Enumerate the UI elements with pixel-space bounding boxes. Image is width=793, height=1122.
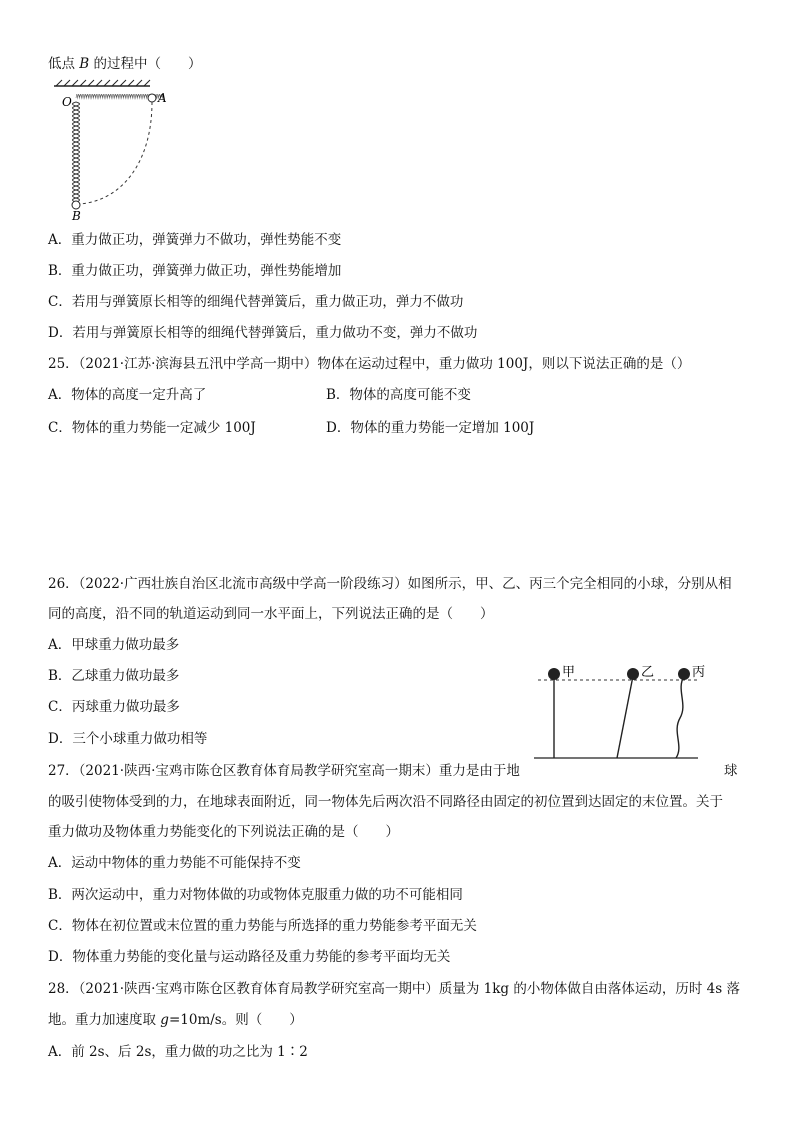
q25-option-a: A．物体的高度一定升高了 (48, 387, 207, 403)
q28-stem-line1: 28．（2021·陕西·宝鸡市陈仓区教育体育局教学研究室高一期中）质量为 1kg 的小物体做自由落体运动，历时 4s 落 (48, 981, 740, 997)
q27-stem-line3: 重力做功及物体重力势能变化的下列说法正确的是（ ） (48, 824, 399, 840)
q24-option-a: A．重力做正功，弹簧弹力不做功，弹性势能不变 (48, 232, 342, 248)
q26-stem-line2: 同的高度，沿不同的轨道运动到同一水平面上，下列说法正确的是（ ） (48, 606, 494, 622)
track-bing (676, 676, 684, 758)
q24-option-d: D．若用与弹簧原长相等的细绳代替弹簧后，重力做功不变，弹力不做功 (48, 325, 478, 341)
label-b: B (72, 209, 81, 223)
q27-option-a: A．运动中物体的重力势能不可能保持不变 (48, 855, 301, 871)
q26-option-c: C．丙球重力做功最多 (48, 699, 180, 715)
q26-option-b: B．乙球重力做功最多 (48, 668, 180, 684)
trajectory-arc (80, 102, 152, 204)
q25-option-c: C．物体的重力势能一定减少 100J (48, 420, 256, 436)
ceiling-hatch (54, 80, 150, 86)
q27-option-d: D．物体重力势能的变化量与运动路径及重力势能的参考平面均无关 (48, 949, 451, 965)
label-jia: 甲 (562, 665, 576, 680)
spring-pendulum-figure (54, 80, 174, 222)
q26-option-d: D．三个小球重力做功相等 (48, 731, 208, 747)
vertical-spring (73, 102, 80, 206)
label-o: O (62, 95, 72, 109)
q25-option-b: B．物体的高度可能不变 (326, 387, 471, 403)
ball-jia (548, 668, 560, 680)
label-a: A (158, 91, 167, 105)
q24-option-b: B．重力做正功，弹簧弹力做正功，弹性势能增加 (48, 263, 342, 279)
q27-option-b: B．两次运动中，重力对物体做的功或物体克服重力做的功不可能相同 (48, 887, 463, 903)
q26-option-a: A．甲球重力做功最多 (48, 637, 180, 653)
ball-bing (678, 668, 690, 680)
q27-stem-line1-right: 球 (724, 763, 738, 779)
q24-stem-tail: 低点 B 的过程中（ ） (48, 56, 202, 72)
q28-option-a: A．前 2s、后 2s，重力做的功之比为 1∶2 (48, 1044, 308, 1060)
q26-stem-line1: 26．（2022·广西壮族自治区北流市高级中学高一阶段练习）如图所示，甲、乙、丙三个完全相同的小球，分别从相 (48, 576, 732, 592)
label-bing: 丙 (692, 665, 706, 680)
ball-b (72, 201, 80, 209)
three-balls-figure (530, 658, 720, 762)
q27-option-c: C．物体在初位置或末位置的重力势能与所选择的重力势能参考平面无关 (48, 918, 477, 934)
q27-stem-line1-left: 27．（2021·陕西·宝鸡市陈仓区教育体育局教学研究室高一期末）重力是由于地 (48, 763, 520, 779)
ball-a (148, 94, 156, 102)
track-yi (617, 676, 633, 758)
q25-stem: 25．（2021·江苏·滨海县五汛中学高一期中）物体在运动过程中，重力做功 100J，则以下说法正确的是（） (48, 356, 691, 372)
q25-option-d: D．物体的重力势能一定增加 100J (326, 420, 535, 436)
ball-yi (627, 668, 639, 680)
q24-option-c: C．若用与弹簧原长相等的细绳代替弹簧后，重力做正功，弹力不做功 (48, 294, 464, 310)
q27-stem-line2: 的吸引使物体受到的力，在地球表面附近，同一物体先后两次沿不同路径由固定的初位置到达固定的末位置。关于 (48, 794, 723, 810)
label-yi: 乙 (641, 665, 655, 680)
q28-stem-line2: 地。重力加速度取 g=10m/s。则（ ） (48, 1012, 303, 1028)
